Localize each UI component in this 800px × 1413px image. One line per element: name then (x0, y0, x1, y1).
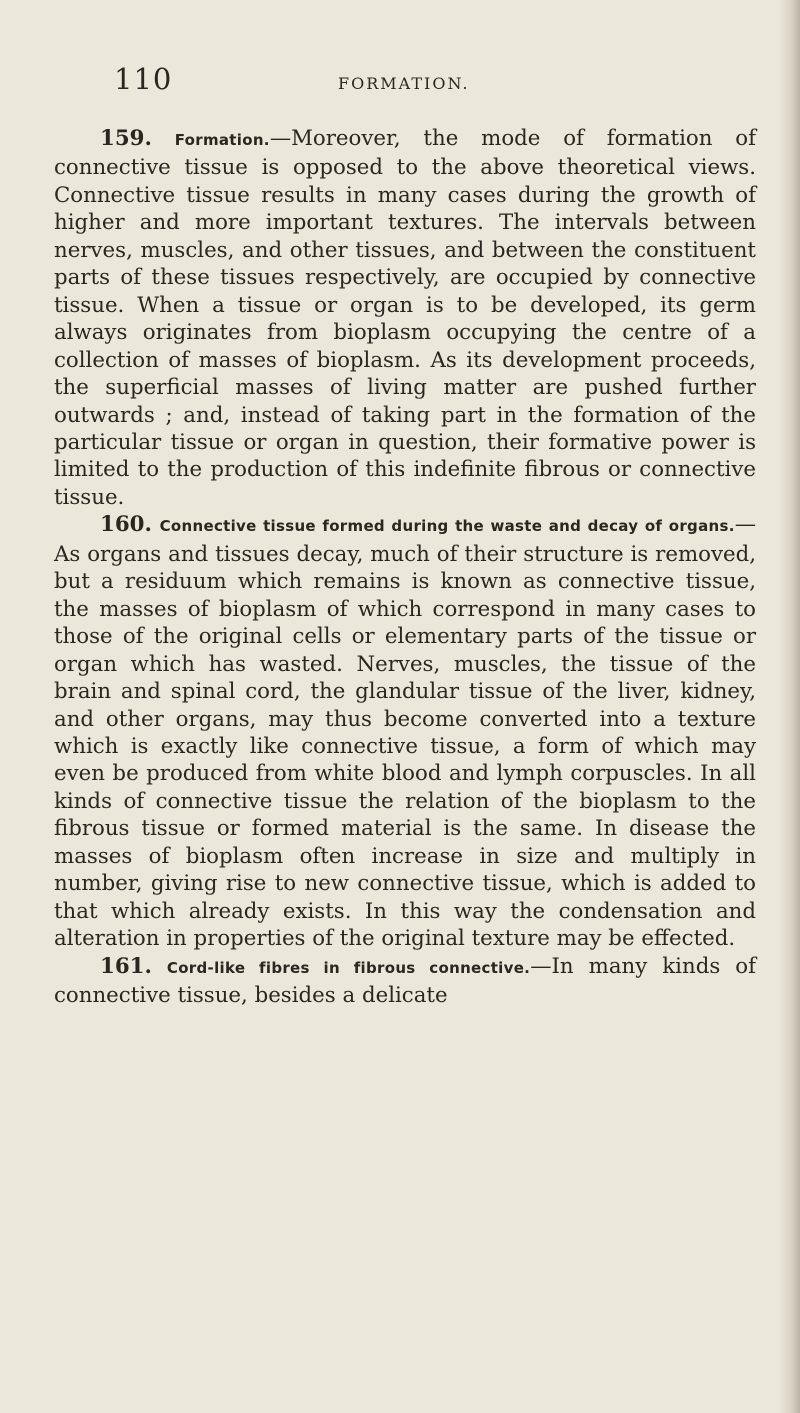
section-number: 159. (100, 126, 152, 151)
section-heading: Cord-like fibres in fibrous connective. (166, 958, 531, 977)
page-header (114, 62, 754, 102)
paragraph-text: —As organs and tissues decay, much of their structure is removed, but a residuum which remains is known as connective tissue, the masses of bioplasm of which correspond in many cases to those of the original cells or elementary parts of the tissue or organ which has wasted. Nerves, muscles, the tissue of the brain and spinal cord, the glandular tissue of the liver, kidney, and other organs, may thus become converted into a texture which is exactly like connective tissue, a form of which may even be produced from white blood and lymph corpuscles. In all kinds of connective tissue the relation of the bioplasm to the fibrous tissue or formed material is the same. In disease the masses of bioplasm often increase in size and multiply in number, giving rise to new connective tissue, which is added to that which already exists. In this way the condensation and alteration in properties of the original texture may be effected. (54, 512, 756, 952)
body-text (54, 125, 756, 1010)
paragraph-161 (54, 953, 756, 1010)
paragraph-text: —Moreover, the mode of formation of connective tissue is opposed to the above theoretical views. Connective tissue results in many cases during the growth of higher and more important textures. The intervals between nerves, muscles, and other tissues, and between the constituent parts of these tissues respectively, are occupied by connective tissue. When a tissue or organ is to be developed, its germ always originates from bioplasm occupying the centre of a collection of masses of bioplasm. As its development proceeds, the superficial masses of living matter are pushed further outwards ; and, instead of taking part in the formation of the particular tissue or organ in question, their formative power is limited to the production of this indefinite fibrous or connective tissue. (54, 126, 756, 510)
paragraph-160 (54, 511, 756, 952)
section-number: 160. (100, 512, 152, 538)
paragraph-159 (54, 125, 756, 511)
page-number: 110 (114, 62, 173, 96)
section-heading: Formation. (174, 131, 270, 149)
section-heading: Connective tissue formed during the waste and decay of organs. (159, 517, 735, 536)
page-edge-shadow (778, 0, 800, 1413)
running-head: FORMATION. (338, 74, 470, 93)
paragraph-text: —In many kinds of connective tissue, besides a delicate (54, 953, 756, 1009)
section-number: 161. (100, 953, 152, 979)
